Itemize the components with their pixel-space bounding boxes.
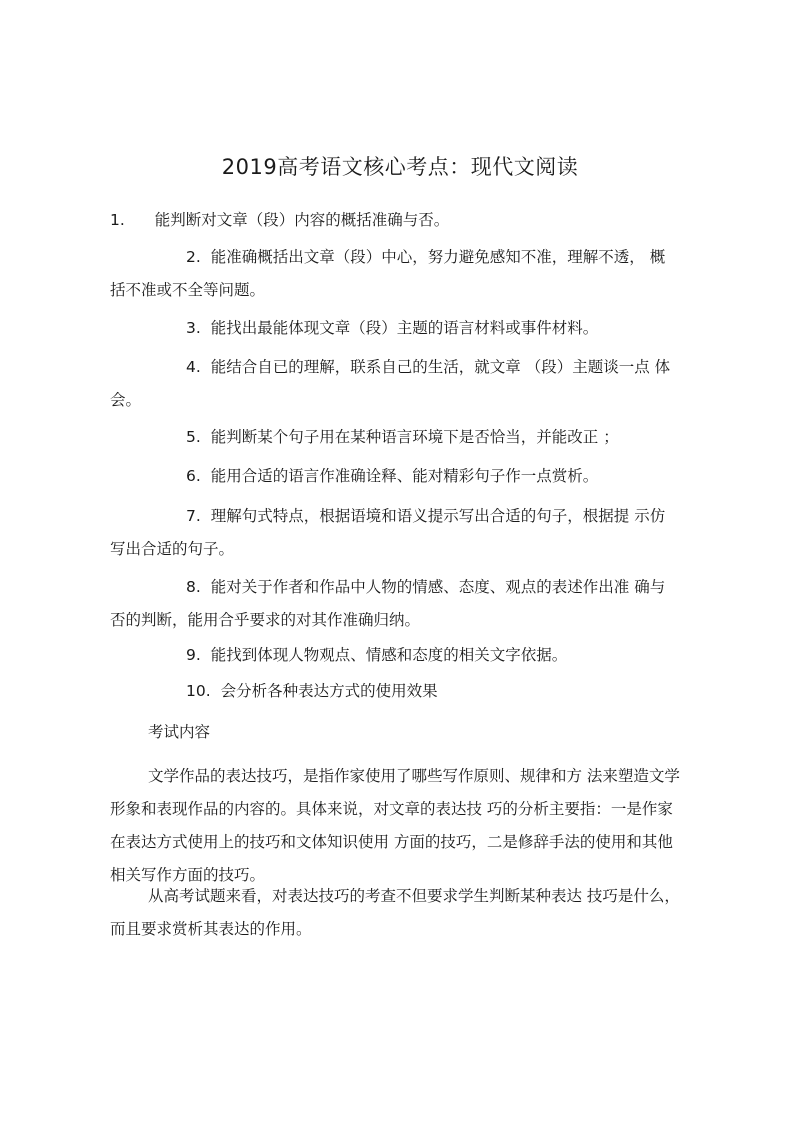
section-heading: 考试内容	[148, 723, 211, 741]
item-number: 1.	[110, 211, 125, 229]
list-item-4	[110, 351, 680, 417]
item-text: 能判断对文章（段）内容的概括准确与否。	[154, 211, 450, 229]
list-item-7	[110, 500, 680, 566]
list-item-8	[110, 571, 680, 637]
item-number: 4.	[186, 358, 201, 376]
item-text: 能找出最能体现文章（段）主题的语言材料或事件材料。	[210, 319, 599, 337]
item-number: 5.	[186, 428, 201, 446]
item-text: 能对关于作者和作品中人物的情感、态度、观点的表述作出准 确与否的判断，能用合乎要求的对其作准确归纳。	[110, 578, 666, 629]
item-number: 9.	[186, 646, 201, 664]
page-title: 2019高考语文核心考点：现代文阅读	[221, 155, 579, 179]
body-paragraph-2: 从高考试题来看，对表达技巧的考查不但要求学生判断某种表达 技巧是什么，而且要求赏析其表达的作用。	[110, 887, 680, 938]
list-item-10	[110, 675, 680, 708]
item-text: 能判断某个句子用在某种语言环境下是否恰当，并能改正 ；	[210, 428, 619, 446]
item-number: 6.	[186, 467, 201, 485]
item-number: 2.	[186, 248, 201, 266]
item-text: 能用合适的语言作准确诠释、能对精彩句子作一点赏析。	[210, 467, 599, 485]
body-paragraph-1: 文学作品的表达技巧，是指作家使用了哪些写作原则、规律和方 法来塑造文学形象和表现作品的内容的。具体来说，对文章的表达技 巧的分析主要指：一是作家在表达方式使用上的技巧和文体知识使用 方面的技巧，二是修辞手法的使用和其他相关写作方面的技巧。	[110, 767, 680, 884]
list-item-6	[110, 460, 680, 493]
item-text: 能结合自已的理解，联系自己的生活，就文章 （段）主题谈一点 体会。	[110, 358, 671, 409]
list-item-2	[110, 241, 680, 307]
item-text: 理解句式特点，根据语境和语义提示写出合适的句子，根据提 示仿写出合适的句子。	[110, 507, 666, 558]
item-number: 8.	[186, 578, 201, 596]
list-item-1	[110, 204, 680, 237]
item-number: 3.	[186, 319, 201, 337]
item-text: 会分析各种表达方式的使用效果	[220, 682, 438, 700]
list-item-3	[110, 312, 680, 345]
item-number: 10.	[186, 682, 211, 700]
item-text: 能准确概括出文章（段）中心，努力避免感知不准，理解不透， 概括不准或不全等问题。	[110, 248, 666, 299]
item-text: 能找到体现人物观点、情感和态度的相关文字依据。	[210, 646, 568, 664]
list-item-9	[110, 639, 680, 672]
item-number: 7.	[186, 507, 201, 525]
list-item-5	[110, 421, 680, 454]
